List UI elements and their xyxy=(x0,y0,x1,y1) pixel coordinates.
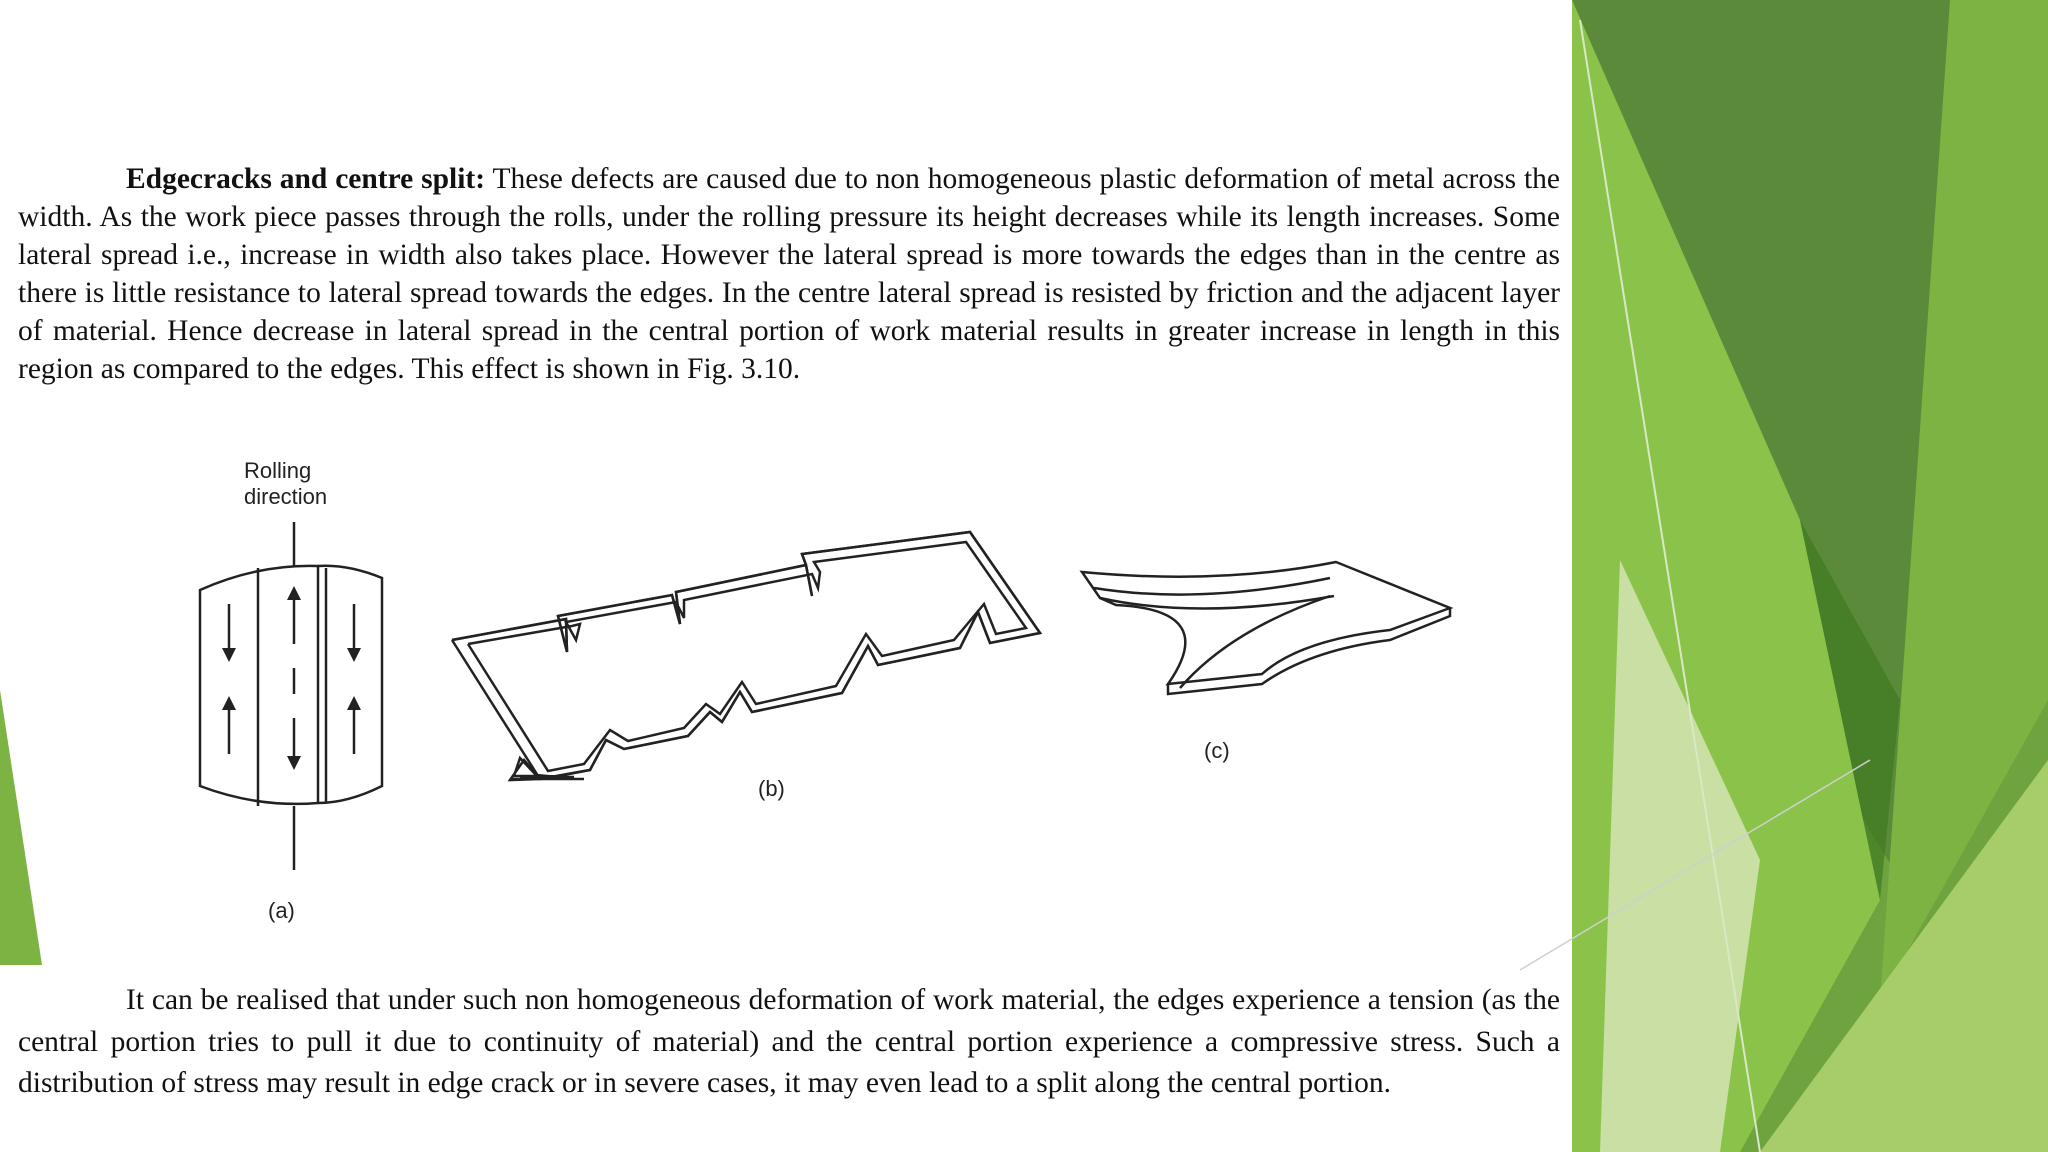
figure-c-centre-split xyxy=(1082,562,1450,694)
figure-label-a: (a) xyxy=(268,898,295,923)
figure-3-10 xyxy=(0,440,1560,960)
figure-label-b: (b) xyxy=(758,776,785,801)
paragraph-body: These defects are caused due to non homogeneous plastic deformation of metal across the width. As the work piece passes through the rolls, under the rolling pressure its height decreases while its length increases. Some lateral spread i.e., increase in width also takes place. However the lateral spread is more towards the edges than in the centre as there is little resistance to lateral spread towards the edges. In the centre lateral spread is resisted by friction and the adjacent layer of material. Hence decrease in lateral spread in the central portion of work material results in greater increase in length in this region as compared to the edges. This effect is shown in Fig. 3.10. xyxy=(18,163,1561,385)
paragraph2-body: It can be realised that under such non homogeneous deformation of work material, the edges experience a tension (as the central portion tries to pull it due to continuity of material) and the central portion experience a compressive stress. Such a distribution of stress may result in edge crack or in severe cases, it may even lead to a split along the central portion. xyxy=(18,984,1560,1099)
figure-a-slab xyxy=(200,522,382,870)
figure-a-arrowheads xyxy=(222,586,361,770)
paragraph-edgecracks xyxy=(18,160,1560,388)
paragraph-stress-distribution xyxy=(18,980,1560,1105)
rolling-direction-label-line1: Rolling xyxy=(244,458,312,483)
figure-label-c: (c) xyxy=(1204,738,1230,763)
rolling-direction-label-line2: direction xyxy=(244,484,328,509)
paragraph-lead: Edgecracks and centre split: xyxy=(126,163,486,195)
figure-b-cracked-plate xyxy=(452,532,1040,780)
